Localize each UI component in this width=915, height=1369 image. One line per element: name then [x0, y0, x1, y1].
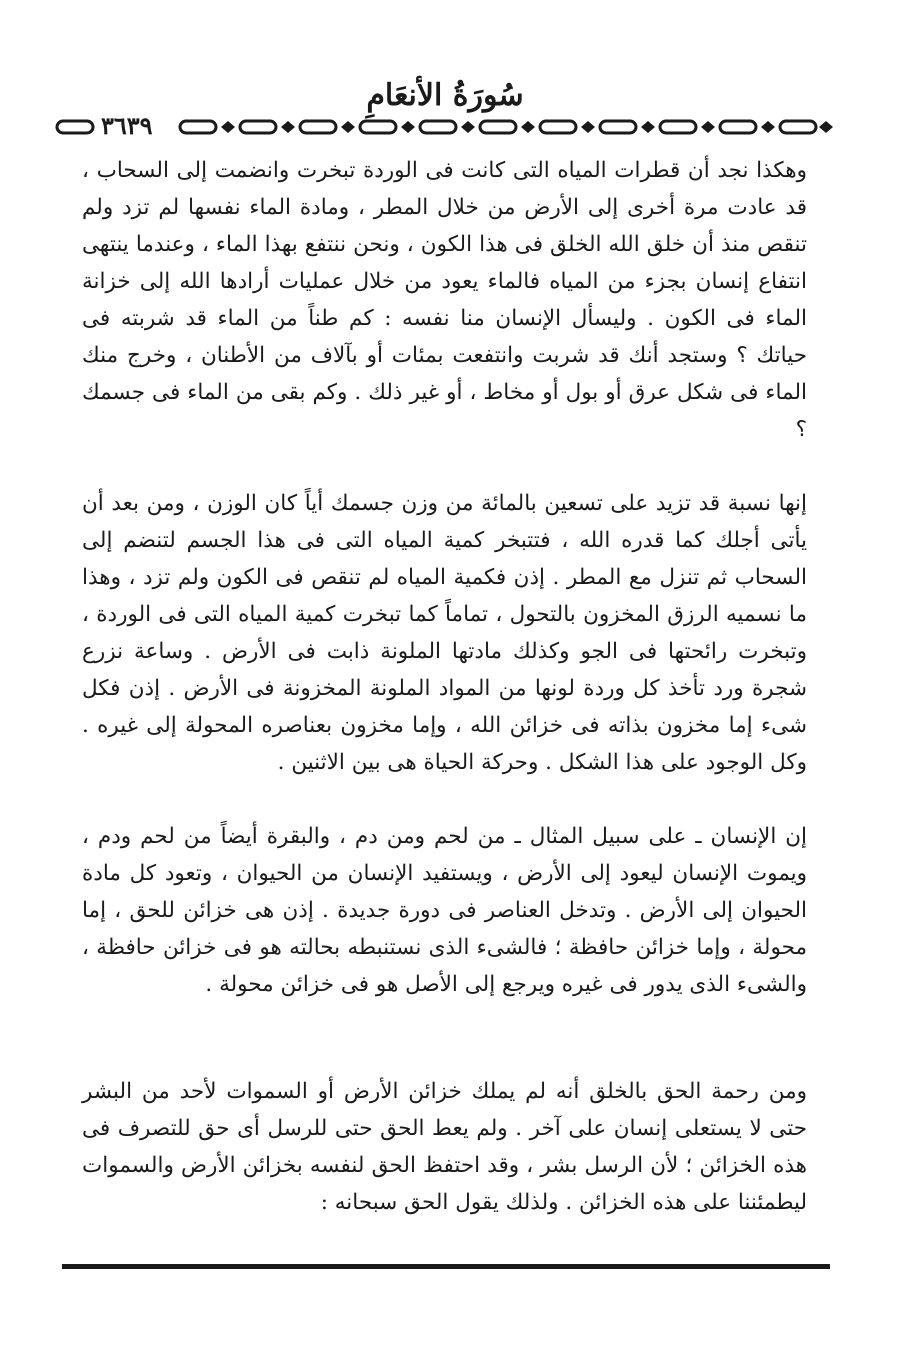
ornamental-border	[55, 111, 835, 140]
page-header	[55, 70, 835, 150]
page-number: ٣٦٣٩	[97, 112, 157, 140]
paragraph-spacer	[82, 1003, 807, 1073]
page-body	[82, 152, 807, 1221]
paragraph-3: إن الإنسان ـ على سبيل المثال ـ من لحم ومن دم ، والبقرة أيضاً من لحم ودم ، ويموت الإنسان ليعود إلى الأرض ، ويستفيد الإنسان من الحيوان ، وتعود كل مادة الحيوان إلى الأرض . وتدخل العناصر فى دورة جديدة . إذن هى خزائن للحق ، إما محولة ، وإما خزائن حافظة ؛ فالشىء الذى نستنبطه بحالته هو فى خزائن حافظة ، والشىء الذى يدور فى غيره ويرجع إلى الأصل هو فى خزائن محولة .	[82, 824, 807, 997]
paragraph-1: وهكذا نجد أن قطرات المياه التى كانت فى الوردة تبخرت وانضمت إلى السحاب ، قد عادت مرة أخرى إلى الأرض من خلال المطر ، ومادة الماء نفسها لم تزد ولم تنقص منذ أن خلق الله الخلق فى هذا الكون ، ونحن ننتفع بهذا الماء ، وعندما ينتهى انتفاع إنسان بجزء من المياه فالماء يعود من خلال عمليات أرادها الله إلى خزانة الماء فى الكون . وليسأل الإنسان منا نفسه : كم طناً من الماء قد شربته فى حياتك ؟ وستجد أنك قد شربت وانتفعت بمئات أو بآلاف من الأطنان ، وخرج منك الماء فى شكل عرق أو بول أو مخاط ، أو غير ذلك . وكم بقى من الماء فى جسمك ؟	[82, 158, 807, 442]
paragraph-spacer	[82, 448, 807, 485]
paragraph-2: إنها نسبة قد تزيد على تسعين بالمائة من وزن جسمك أياً كان الوزن ، ومن بعد أن يأتى أجلك كما قدره الله ، فتتبخر كمية المياه التى فى هذا الجسم لتنضم إلى السحاب ثم تنزل مع المطر . إذن فكمية المياه لم تنقص فى الكون ولم تزد ، وهذا ما نسميه الرزق المخزون بالتحول ، تماماً كما تبخرت كمية المياه التى فى الوردة ، وتبخرت رائحتها فى الجو وكذلك مادتها الملونة ذابت فى الأرض . وساعة نزرع شجرة ورد تأخذ كل وردة لونها من المواد الملونة المخزونة فى الأرض . إذن فكل شىء إما مخزون بذاته فى خزائن الله ، وإما مخزون بعناصره المحولة إلى غيره . وكل الوجود على هذا الشكل . وحركة الحياة هى بين الاثنين .	[82, 491, 807, 775]
surah-title: سُورَةُ الأنعَامِ	[366, 78, 524, 113]
paragraph-spacer	[82, 781, 807, 818]
paragraph-4: ومن رحمة الحق بالخلق أنه لم يملك خزائن الأرض أو السموات لأحد من البشر حتى لا يستعلى إنسان على آخر . ولم يعط الحق حتى للرسل أى حق للتصرف فى هذه الخزائن ؛ لأن الرسل بشر ، وقد احتفظ الحق لنفسه بخزائن الأرض والسموات ليطمئننا على هذه الخزائن . ولذلك يقول الحق سبحانه :	[82, 1079, 807, 1215]
footer-rule	[62, 1264, 830, 1269]
ornament-chain-icon	[55, 116, 835, 138]
